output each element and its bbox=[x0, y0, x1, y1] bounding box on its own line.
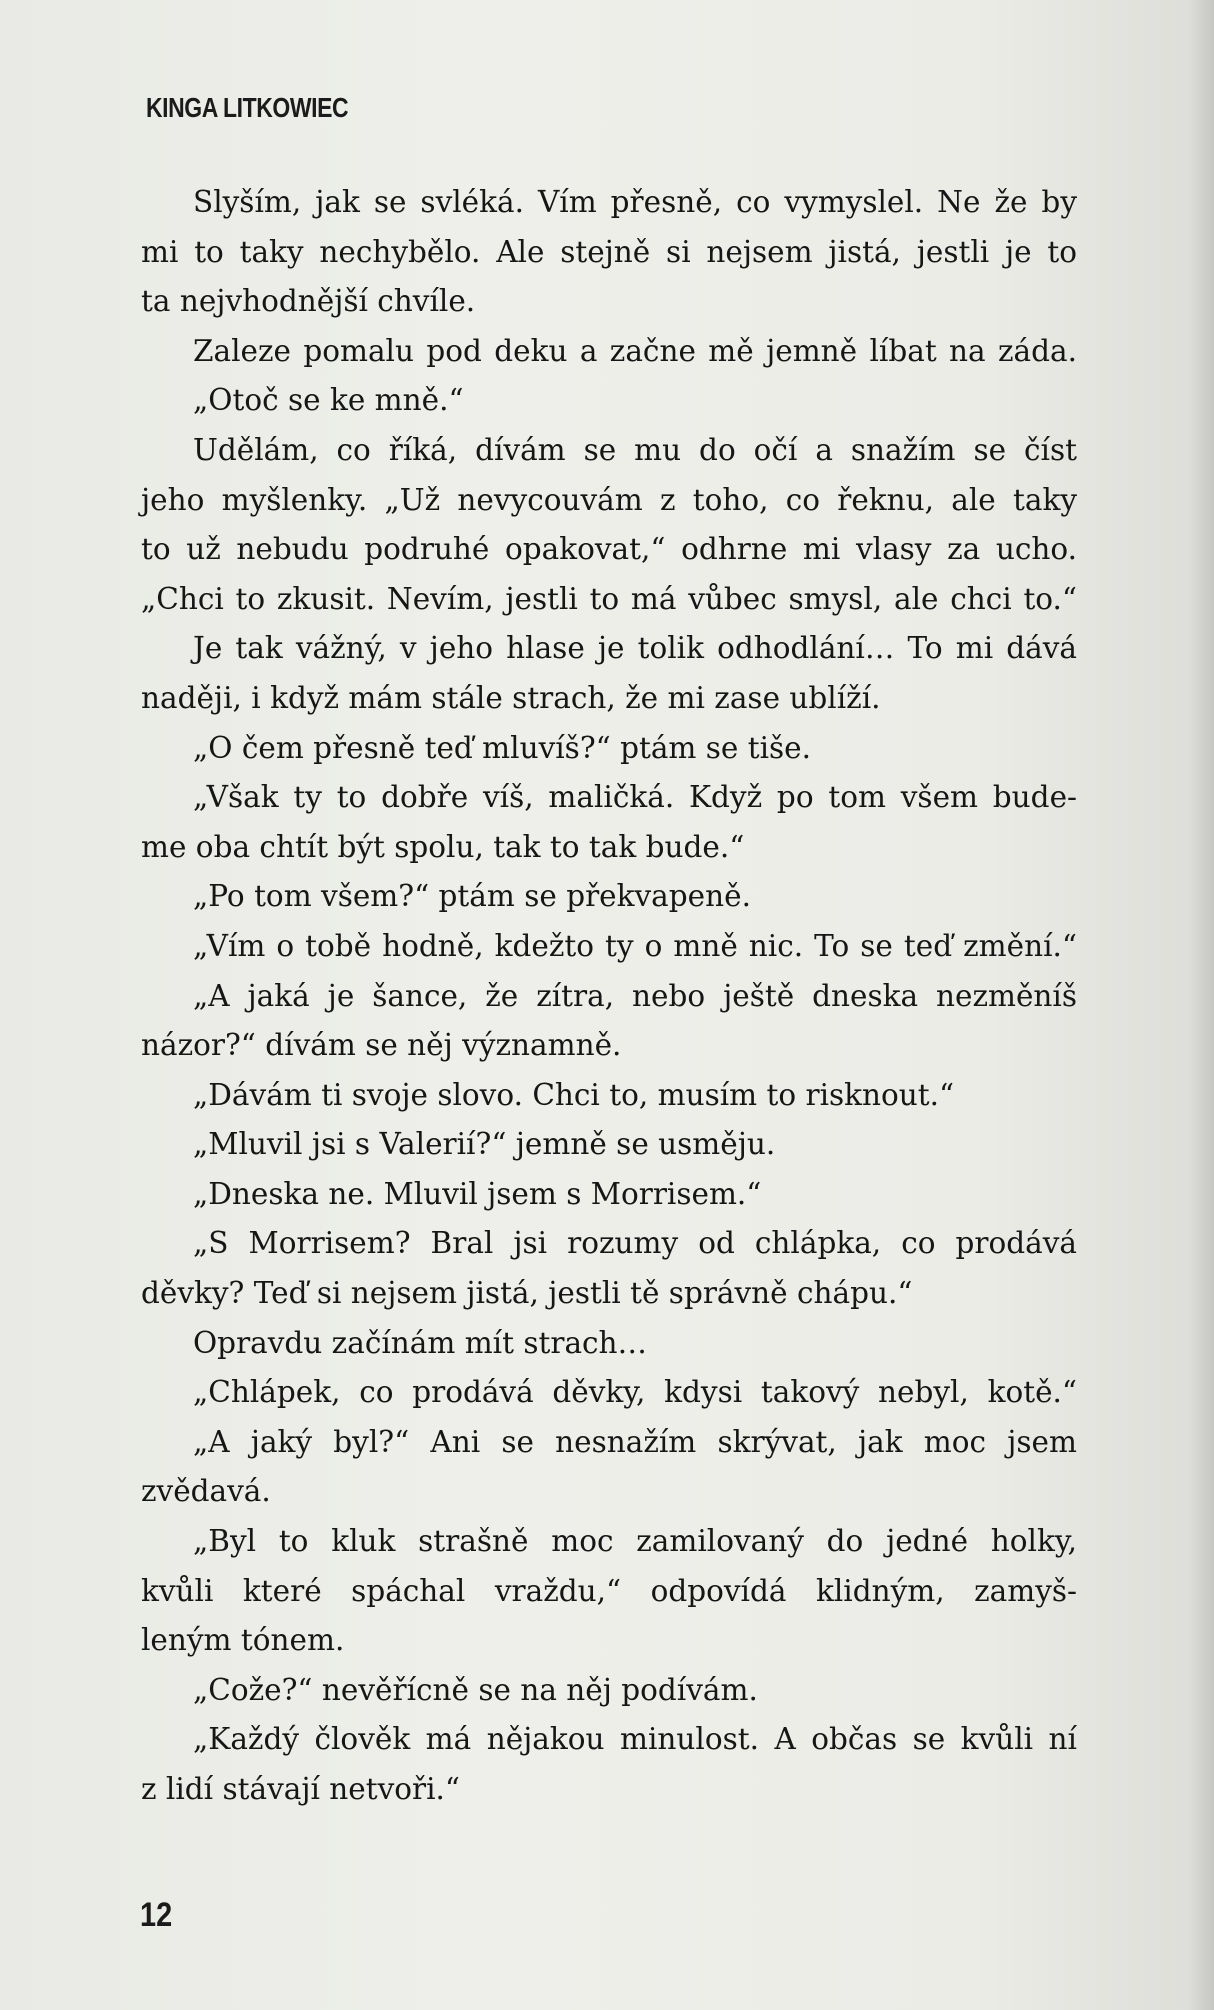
text-line: Zaleze pomalu pod deku a začne mě jemně líbat na záda. bbox=[193, 333, 1077, 368]
text-line: „S Morrisem? Bral jsi rozumy od chlápka, co prodává bbox=[193, 1226, 1077, 1261]
text-line: to už nebudu podruhé opakovat,“ odhrne mi vlasy za ucho. bbox=[141, 532, 1077, 567]
text-line: Slyším, jak se svléká. Vím přesně, co vymyslel. Ne že by bbox=[193, 185, 1077, 219]
page-edge-shadow bbox=[1188, 0, 1214, 2010]
text-line: z lidí stávají netvoři.“ bbox=[141, 1772, 461, 1806]
text-line: me oba chtít být spolu, tak to tak bude.“ bbox=[141, 829, 745, 864]
text-line: děvky? Teď si nejsem jistá, jestli tě správně chápu.“ bbox=[141, 1276, 913, 1311]
text-line: „Každý člověk má nějakou minulost. A občas se kvůli ní bbox=[193, 1722, 1077, 1757]
body-text bbox=[141, 178, 1077, 1815]
text-line: „A jaká je šance, že zítra, nebo ještě dneska nezměníš bbox=[193, 978, 1077, 1013]
running-head-author: KINGA LITKOWIEC bbox=[146, 92, 349, 123]
page-number: 12 bbox=[140, 1896, 173, 1934]
text-line: Je tak vážný, v jeho hlase je tolik odhodlání… To mi dává bbox=[193, 631, 1077, 666]
text-line: „Cože?“ nevěřícně se na něj podívám. bbox=[193, 1672, 758, 1707]
text-line: mi to taky nechybělo. Ale stejně si nejsem jistá, jestli je to bbox=[141, 234, 1077, 269]
text-line: leným tónem. bbox=[141, 1623, 345, 1658]
text-line: „Dneska ne. Mluvil jsem s Morrisem.“ bbox=[193, 1176, 762, 1211]
text-line: Opravdu začínám mít strach… bbox=[193, 1325, 648, 1360]
text-line: zvědavá. bbox=[141, 1474, 271, 1509]
text-line: „Dávám ti svoje slovo. Chci to, musím to risknout.“ bbox=[193, 1077, 955, 1112]
text-line: „Otoč se ke mně.“ bbox=[193, 383, 464, 418]
text-line: kvůli které spáchal vraždu,“ odpovídá klidným, zamyš- bbox=[141, 1573, 1077, 1608]
text-line: naději, i když mám stále strach, že mi zase ublíží. bbox=[141, 680, 881, 715]
text-line: „Chlápek, co prodává děvky, kdysi takový nebyl, kotě.“ bbox=[193, 1375, 1077, 1410]
text-line: ta nejvhodnější chvíle. bbox=[141, 284, 476, 319]
text-line: „O čem přesně teď mluvíš?“ ptám se tiše. bbox=[193, 730, 812, 765]
text-line: jeho myšlenky. „Už nevycouvám z toho, co řeknu, ale taky bbox=[141, 482, 1077, 517]
text-line: názor?“ dívám se něj významně. bbox=[141, 1028, 622, 1063]
text-line: „Byl to kluk strašně moc zamilovaný do jedné holky, bbox=[193, 1524, 1077, 1559]
text-line: „Však ty to dobře víš, maličká. Když po tom všem bude- bbox=[193, 780, 1077, 815]
text-line: „Po tom všem?“ ptám se překvapeně. bbox=[193, 879, 751, 914]
text-line: „Vím o tobě hodně, kdežto ty o mně nic. To se teď změní.“ bbox=[193, 928, 1077, 963]
text-line: Udělám, co říká, dívám se mu do očí a snažím se číst bbox=[193, 432, 1077, 467]
text-line: „Chci to zkusit. Nevím, jestli to má vůbec smysl, ale chci to.“ bbox=[141, 581, 1077, 616]
text-line: „A jaký byl?“ Ani se nesnažím skrývat, jak moc jsem bbox=[193, 1424, 1077, 1459]
text-line: „Mluvil jsi s Valerií?“ jemně se usměju. bbox=[193, 1127, 776, 1162]
